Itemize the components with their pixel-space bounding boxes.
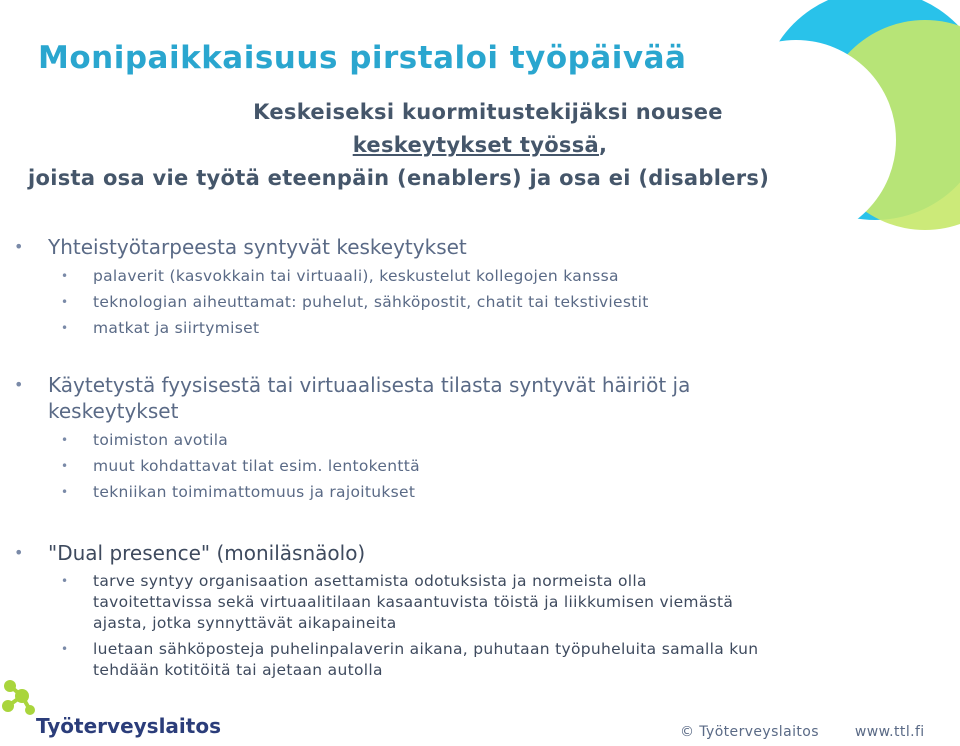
copyright-text: © Työterveyslaitos (680, 724, 819, 740)
sub-bullet: • muut kohdattavat tilat esim. lentokenttä (93, 456, 420, 477)
subtitle-line-3: joista osa vie työtä eteenpäin (enablers) ja osa ei (disablers) (28, 166, 770, 190)
brand-logo-text: Työterveyslaitos (36, 714, 221, 738)
sub-bullet: • luetaan sähköposteja puhelinpalaverin aikana, puhutaan työpuheluita samalla kun (93, 639, 758, 660)
subtitle (0, 96, 960, 195)
slide-title: Monipaikkaisuus pirstaloi työpäivää (38, 40, 687, 76)
sub-bullet: • teknologian aiheuttamat: puhelut, sähköpostit, chatit tai tekstiviestit (93, 292, 649, 313)
bullet-heading-3: • "Dual presence" (moniläsnäolo) (48, 540, 365, 566)
bullet-heading-1: • Yhteistyötarpeesta syntyvät keskeytykset (48, 234, 467, 260)
bullet-heading-2: • Käytetystä fyysisestä tai virtuaalisesta tilasta syntyvät häiriöt ja (48, 372, 690, 398)
subtitle-comma: , (599, 133, 608, 157)
sub-bullet: • palaverit (kasvokkain tai virtuaali), keskustelut kollegojen kanssa (93, 266, 619, 287)
footer-url[interactable]: www.ttl.fi (854, 724, 925, 740)
footer-copyright (680, 724, 925, 740)
sub-bullet: • tekniikan toimimattomuus ja rajoitukset (93, 482, 415, 503)
bullet-heading-2-cont: keskeytykset (48, 399, 179, 423)
sub-bullet: • tarve syntyy organisaation asettamista odotuksista ja normeista olla (93, 571, 647, 592)
subtitle-line-2 (0, 129, 960, 162)
ttl-logo-icon (0, 678, 40, 724)
subtitle-underlined: keskeytykset työssä (352, 133, 599, 157)
sub-bullet-cont: tavoitettavissa sekä virtuaalitilaan kasaantuvista töistä ja liikkumisen viemästä (93, 593, 734, 611)
subtitle-line-1: Keskeiseksi kuormitustekijäksi nousee (253, 100, 723, 124)
sub-bullet-cont: tehdään kotitöitä tai ajetaan autolla (93, 661, 383, 679)
sub-bullet: • matkat ja siirtymiset (93, 318, 259, 339)
sub-bullet: • toimiston avotila (93, 430, 228, 451)
sub-bullet-cont: ajasta, jotka synnyttävät aikapaineita (93, 614, 397, 632)
